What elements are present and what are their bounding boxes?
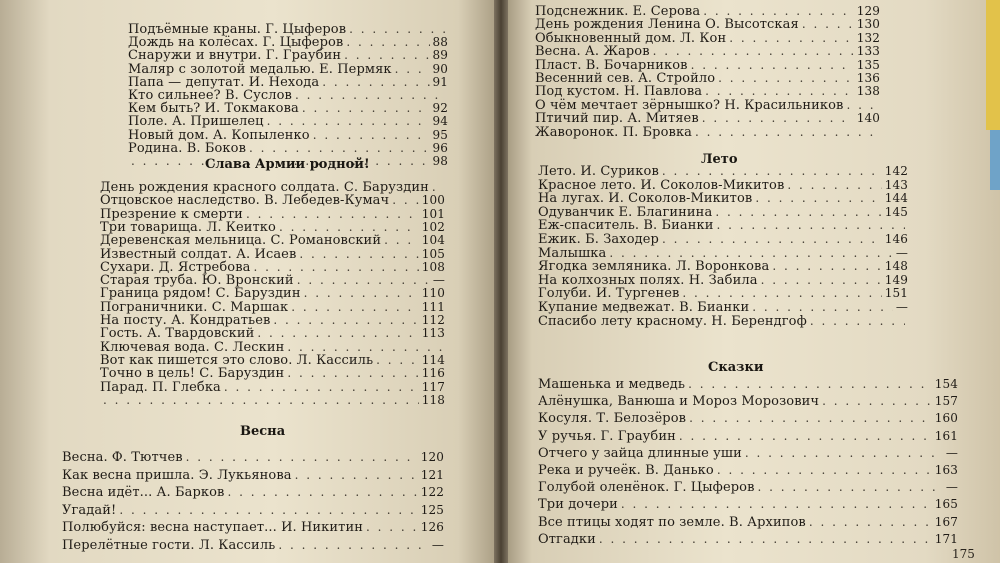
toc-leader-dots: [299, 247, 418, 261]
toc-entry-title: Отчего у зайца длинные уши: [538, 445, 742, 461]
toc-entry-title: Весенний сев. А. Стройло: [535, 71, 716, 86]
toc-entry: [538, 429, 958, 444]
toc-leader-dots: [688, 377, 932, 391]
toc-entry-title: Весна. А. Жаров: [535, 44, 650, 60]
toc-entry-page: 102: [421, 219, 445, 234]
toc-entry-page: 114: [421, 352, 445, 367]
toc-leader-dots: [752, 300, 893, 314]
toc-leader-dots: [802, 17, 854, 31]
book-gutter: [494, 0, 508, 563]
toc-entry-title: Весна идёт... А. Барков: [62, 485, 225, 500]
toc-entry-page: —: [945, 445, 958, 460]
toc-entry-page: 135: [856, 57, 880, 72]
toc-entry-page: 100: [421, 193, 445, 208]
toc-leader-dots: [366, 520, 418, 534]
toc-entry-title: Граница рядом! С. Баруздин: [100, 286, 301, 302]
toc-leader-dots: [295, 88, 445, 102]
toc-entry-title: Кто сильнее? В. Суслов: [128, 88, 292, 103]
toc-entry: [538, 446, 958, 461]
toc-entry-title: Машенька и медведь: [538, 377, 686, 392]
toc-entry-title: Полюбуйся: весна наступает... И. Никитин: [62, 520, 363, 535]
toc-leader-dots: [257, 326, 418, 340]
toc-leader-dots: [772, 259, 881, 273]
toc-leader-dots: [322, 75, 429, 89]
toc-entry-title: У ручья. Г. Граубин: [538, 428, 676, 444]
page-number: 175: [952, 547, 975, 561]
toc-entry-page: 163: [934, 463, 958, 477]
toc-entry-title: Снаружи и внутри. Г. Граубин: [128, 48, 342, 64]
toc-entry-page: 118: [421, 392, 445, 407]
toc-entry-title: Маляр с золотой медалью. Е. Пермяк: [128, 61, 392, 77]
toc-entry-title: Жаворонок. П. Бровка: [535, 124, 693, 140]
adjacent-book-edge: [986, 0, 1000, 130]
toc-entry-page: 125: [420, 502, 444, 517]
toc-entry: [538, 515, 958, 530]
section-title-army: Слава Армии родной!: [205, 157, 370, 172]
toc-entry-title: Красное лето. И. Соколов-Микитов: [538, 177, 785, 193]
toc-leader-dots: [662, 232, 882, 246]
toc-leader-dots: [267, 114, 430, 128]
toc-leader-dots: [279, 220, 419, 234]
toc-leader-dots: [761, 273, 882, 287]
toc-leader-dots: [278, 538, 429, 552]
section-title-summer: Лето: [701, 152, 738, 167]
toc-entry-title: Алёнушка, Ванюша и Мороз Морозович: [538, 394, 820, 410]
toc-entry-page: 105: [421, 246, 445, 261]
toc-entry-title: Малышка: [538, 245, 607, 261]
toc-entry-title: Пограничники. С. Маршак: [100, 299, 289, 315]
toc-entry-title: Деревенская мельница. С. Романовский: [100, 233, 382, 249]
toc-entry-page: 94: [432, 114, 448, 129]
toc-leader-dots: [729, 31, 854, 45]
toc-entry: [62, 468, 444, 483]
toc-entry-page: 88: [432, 35, 448, 50]
toc-entry-title: О чём мечтает зёрнышко? Н. Красильников: [535, 97, 844, 113]
toc-leader-dots: [691, 58, 854, 72]
toc-entry-title: День рождения красного солдата. С. Баруздин: [100, 180, 429, 195]
toc-leader-dots: [621, 497, 932, 511]
toc-entry-title: Под кустом. Н. Павлова: [535, 84, 703, 100]
toc-entry-page: 98: [432, 154, 448, 168]
toc-leader-dots: [302, 101, 430, 115]
toc-entry-title: Вот как пишется это слово. Л. Кассиль: [100, 352, 374, 368]
toc-entry-title: Еж-спаситель. В. Бианки: [538, 218, 714, 234]
toc-leader-dots: [599, 532, 932, 546]
toc-leader-dots: [679, 429, 932, 443]
toc-entry-page: 154: [934, 377, 958, 391]
toc-leader-dots: [715, 205, 881, 219]
toc-entry-title: Обыкновенный дом. Л. Кон: [535, 30, 727, 46]
toc-leader-dots: [682, 286, 881, 300]
toc-entry-title: Сухари. Д. Ястребова: [100, 259, 251, 275]
toc-entry-title: На колхозных полях. Н. Забила: [538, 272, 758, 288]
toc-entry-page: —: [895, 245, 908, 260]
toc-entry-page: 136: [856, 71, 880, 85]
toc-leader-dots: [787, 178, 881, 192]
toc-entry-title: Подъёмные краны. Г. Цыферов: [128, 22, 347, 37]
toc-leader-dots: [119, 503, 417, 517]
toc-leader-dots: [344, 48, 429, 62]
toc-entry-title: Парад. П. Глебка: [100, 379, 221, 395]
toc-entry: [538, 480, 958, 495]
toc-entry-title: Подснежник. Е. Серова: [535, 4, 701, 19]
toc-leader-dots: [291, 300, 419, 314]
toc-leader-dots: [273, 313, 418, 327]
toc-leader-dots: [653, 44, 854, 58]
toc-leader-dots: [227, 485, 417, 499]
toc-entry-page: 104: [421, 233, 445, 248]
toc-entry-page: 126: [420, 520, 444, 534]
toc-entry-page: 133: [856, 44, 880, 59]
toc-entry-page: 130: [856, 17, 880, 32]
toc-leader-dots: [432, 180, 442, 194]
toc-leader-dots: [810, 314, 905, 328]
toc-entry-title: День рождения Ленина О. Высотская: [535, 17, 799, 33]
toc-entry-page: —: [945, 480, 958, 495]
toc-entry-title: Точно в цель! С. Баруздин: [100, 366, 285, 382]
toc-leader-dots: [346, 35, 429, 49]
toc-entry-page: 111: [421, 299, 445, 314]
section-title-tales: Сказки: [708, 360, 764, 375]
toc-entry-page: 171: [934, 531, 958, 546]
toc-entry-page: 113: [421, 326, 445, 341]
toc-entry-title: Все птицы ходят по земле. В. Архипов: [538, 514, 806, 530]
toc-entry-title: Три товарища. Л. Кеитко: [100, 219, 276, 235]
toc-entry-page: 120: [420, 450, 444, 464]
toc-entry-title: Угадай!: [62, 502, 117, 518]
toc-leader-dots: [249, 141, 430, 155]
toc-entry-title: Одуванчик Е. Благинина: [538, 204, 713, 220]
toc-leader-dots: [745, 446, 943, 460]
section-title-spring: Весна: [240, 424, 286, 439]
toc-entry-page: —: [432, 273, 445, 288]
toc-entry-page: 90: [432, 61, 448, 76]
toc-entry: [62, 503, 444, 518]
toc-entry-title: Река и ручеёк. В. Данько: [538, 463, 714, 478]
toc-entry-page: —: [431, 537, 444, 552]
toc-entry: [538, 377, 958, 392]
toc-entry-title: Родина. В. Боков: [128, 140, 246, 156]
toc-entry-page: 138: [856, 84, 880, 99]
toc-entry-title: На посту. А. Кондратьев: [100, 313, 271, 328]
toc-leader-dots: [297, 273, 430, 287]
toc-entry-page: 161: [934, 428, 958, 443]
toc-entry-page: 117: [421, 379, 445, 394]
toc-leader-dots: [809, 515, 932, 529]
toc-leader-dots: [702, 111, 854, 125]
toc-entry-page: 142: [884, 164, 908, 178]
toc-entry-title: Лето. И. Суриков: [538, 164, 659, 179]
toc-entry-title: Дождь на колёсах. Г. Цыферов: [128, 35, 344, 51]
toc-entry-page: 149: [884, 272, 908, 287]
toc-leader-dots: [349, 22, 445, 36]
toc-leader-dots: [287, 366, 418, 380]
toc-entry-page: 140: [856, 111, 880, 126]
toc-entry-title: Птичий пир. А. Митяев: [535, 111, 699, 127]
toc-entry-page: 167: [934, 514, 958, 529]
toc-leader-dots: [246, 207, 419, 221]
toc-entry-page: 146: [884, 232, 908, 246]
toc-leader-dots: [846, 98, 877, 112]
right-page: [502, 0, 1000, 563]
toc-entry-title: Новый дом. А. Копыленко: [128, 127, 310, 143]
toc-leader-dots: [103, 393, 419, 407]
toc-entry-page: —: [895, 300, 908, 314]
toc-leader-dots: [186, 450, 418, 464]
toc-entry-page: 116: [421, 366, 445, 381]
toc-entry-title: Отгадки: [538, 531, 596, 547]
toc-entry-title: Купание медвежат. В. Бианки: [538, 300, 750, 315]
toc-entry-page: 110: [421, 286, 445, 301]
toc-entry-page: 165: [934, 497, 958, 512]
toc-entry-page: 121: [420, 467, 444, 482]
toc-entry: [538, 394, 958, 409]
toc-entry: [62, 485, 444, 500]
toc-entry-page: 144: [884, 191, 908, 206]
toc-entry-page: 143: [884, 177, 908, 192]
toc-leader-dots: [755, 191, 881, 205]
toc-entry-title: Спасибо лету красному. Н. Берендгоф: [538, 313, 807, 329]
toc-entry-title: Презрение к смерти: [100, 206, 243, 222]
toc-leader-dots: [705, 84, 854, 98]
toc-entry-page: 129: [856, 4, 880, 18]
toc-leader-dots: [304, 286, 419, 300]
toc-entry-page: 108: [421, 259, 445, 274]
toc-entry-page: 132: [856, 30, 880, 45]
toc-entry: [62, 450, 444, 465]
toc-entry-title: Весна. Ф. Тютчев: [62, 450, 183, 465]
toc-leader-dots: [395, 62, 430, 76]
toc-entry-page: 151: [884, 286, 908, 301]
toc-leader-dots: [224, 380, 419, 394]
toc-leader-dots: [662, 164, 882, 178]
toc-entry-page: 96: [432, 140, 448, 155]
toc-entry-page: 89: [432, 48, 448, 63]
toc-leader-dots: [287, 340, 442, 354]
toc-entry-title: Ягодка земляника. Л. Воронкова: [538, 259, 770, 275]
toc-entry-title: Голубой оленёнок. Г. Цыферов: [538, 480, 755, 496]
toc-entry-title: Как весна пришла. Э. Лукьянова: [62, 467, 292, 483]
toc-leader-dots: [253, 260, 418, 274]
toc-entry-title: Перелётные гости. Л. Кассиль: [62, 537, 276, 553]
toc-entry: [62, 520, 444, 535]
toc-leader-dots: [295, 468, 418, 482]
toc-entry-title: Отцовское наследство. В. Лебедев-Кумач: [100, 193, 390, 209]
toc-entry-title: Голуби. И. Тургенев: [538, 286, 680, 302]
toc-entry-title: Ежик. Б. Заходер: [538, 232, 659, 247]
toc-entry-page: 122: [420, 485, 444, 499]
toc-entry-title: Косуля. Т. Белозёров: [538, 411, 687, 427]
toc-entry-page: 145: [884, 204, 908, 219]
toc-entry-title: Пласт. В. Бочарников: [535, 57, 688, 73]
toc-entry-title: Старая труба. Ю. Вронский: [100, 273, 294, 289]
toc-entry: [535, 125, 880, 140]
toc-entry-title: На лугах. И. Соколов-Микитов: [538, 191, 753, 207]
toc-leader-dots: [695, 125, 877, 139]
toc-entry-title: Ключевая вода. С. Лескин: [100, 339, 285, 355]
toc-entry-page: 91: [432, 74, 448, 89]
toc-leader-dots: [384, 233, 419, 247]
toc-leader-dots: [717, 463, 932, 477]
toc-entry-page: 95: [432, 127, 448, 142]
toc-leader-dots: [718, 71, 854, 85]
toc-entry: [538, 497, 958, 512]
toc-entry: [538, 532, 958, 547]
toc-entry-title: Поле. А. Пришелец: [128, 114, 264, 130]
toc-leader-dots: [758, 480, 943, 494]
toc-entry: [538, 463, 958, 478]
toc-entry-page: 160: [934, 411, 958, 426]
toc-entry: [538, 411, 958, 426]
toc-entry-page: 101: [421, 206, 445, 221]
toc-entry-title: Три дочери: [538, 497, 618, 513]
left-page: [0, 0, 498, 563]
toc-entry: [100, 393, 445, 407]
toc-leader-dots: [822, 394, 932, 408]
toc-leader-dots: [689, 411, 932, 425]
toc-entry-title: Кем быть? И. Токмакова: [128, 101, 299, 117]
toc-leader-dots: [717, 218, 905, 232]
toc-leader-dots: [376, 353, 419, 367]
toc-entry-page: 112: [421, 313, 445, 327]
toc-entry-page: 92: [432, 101, 448, 116]
toc-entry-page: 157: [934, 394, 958, 409]
toc-leader-dots: [392, 193, 419, 207]
toc-entry-title: Папа — депутат. И. Неходa: [128, 74, 320, 90]
toc-leader-dots: [609, 246, 893, 260]
toc-entry-page: 148: [884, 259, 908, 274]
adjacent-book-edge-blue: [990, 130, 1000, 190]
toc-entry-title: Известный солдат. А. Исаев: [100, 246, 297, 262]
toc-entry: [62, 538, 444, 553]
toc-leader-dots: [703, 4, 854, 18]
toc-entry-title: Гость. А. Твардовский: [100, 326, 255, 342]
toc-entry: [538, 314, 908, 329]
toc-leader-dots: [313, 128, 430, 142]
